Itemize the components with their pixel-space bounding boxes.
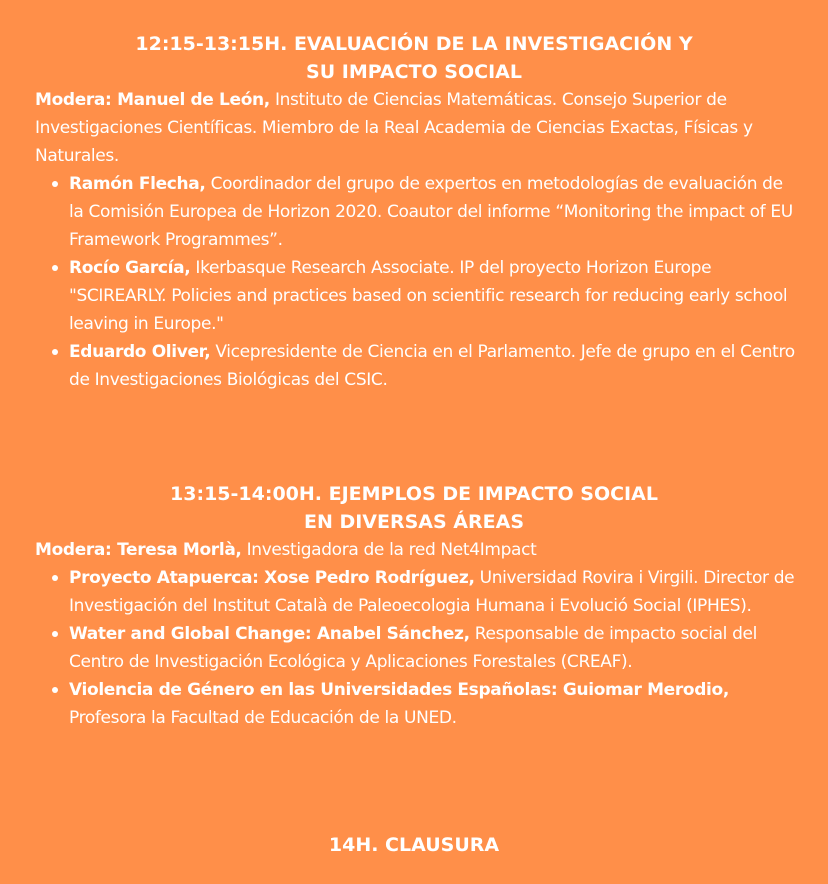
session-title — [0, 30, 828, 86]
speaker-text: Profesora la Facultad de Educación de la UNED. — [69, 708, 457, 728]
speaker-name: Eduardo Oliver, — [69, 342, 211, 362]
moderator — [0, 86, 828, 170]
speaker-name: Ramón Flecha, — [69, 174, 206, 194]
moderator-text: Investigadora de la red Net4Impact — [241, 540, 537, 560]
session-examples — [0, 480, 828, 732]
speaker-text: Ikerbasque Research Associate. IP del proyecto Horizon Europe "SCIREARLY. Policies and practices based on scientific research for reducing early school leaving in Europe." — [69, 258, 788, 334]
speaker-item — [69, 338, 800, 394]
closing-title-text: 14H. CLAUSURA — [328, 834, 500, 856]
session-title-line2: SU IMPACTO SOCIAL — [306, 61, 522, 83]
moderator-label: Modera: Manuel de León, — [35, 90, 270, 110]
speaker-text: Coordinador del grupo de expertos en metodologías de evaluación de la Comisión Europea de Horizon 2020. Coautor del informe “Monitoring the impact of EU Framework Programmes”. — [69, 174, 793, 250]
speaker-item — [69, 620, 800, 676]
speaker-text: Responsable de impacto social del Centro de Investigación Ecológica y Aplicaciones Forestales (CREAF). — [69, 624, 758, 672]
moderator-label: Modera: Teresa Morlà, — [35, 540, 242, 560]
session-title-line1: 12:15-13:15H. EVALUACIÓN DE LA INVESTIGACIÓN Y — [135, 33, 693, 55]
moderator — [0, 536, 828, 564]
session-title-line1: 13:15-14:00H. EJEMPLOS DE IMPACTO SOCIAL — [170, 483, 658, 505]
speaker-name: Rocío García, — [69, 258, 191, 278]
speaker-text: Universidad Rovira i Virgili. Director de Investigación del Institut Català de Paleoecologia Humana i Evolució Social (IPHES). — [69, 568, 795, 616]
speaker-name: Violencia de Género en las Universidades Españolas: Guiomar Merodio, — [69, 680, 729, 700]
session-title — [0, 480, 828, 536]
closing-title — [0, 831, 828, 859]
session-closing — [0, 831, 828, 859]
speaker-item — [69, 676, 800, 732]
speaker-text: Vicepresidente de Ciencia en el Parlamento. Jefe de grupo en el Centro de Investigaciones Biológicas del CSIC. — [69, 342, 795, 390]
speaker-item — [69, 170, 800, 254]
session-evaluation — [0, 30, 828, 394]
speaker-list — [0, 564, 828, 732]
speaker-item — [69, 254, 800, 338]
speaker-name: Water and Global Change: Anabel Sánchez, — [69, 624, 470, 644]
speaker-list — [0, 170, 828, 394]
speaker-name: Proyecto Atapuerca: Xose Pedro Rodríguez, — [69, 568, 475, 588]
session-title-line2: EN DIVERSAS ÁREAS — [303, 511, 525, 533]
speaker-item — [69, 564, 800, 620]
moderator-text: Instituto de Ciencias Matemáticas. Consejo Superior de Investigaciones Científicas. Miembro de la Real Academia de Ciencias Exactas, Físicas y Naturales. — [35, 90, 753, 166]
